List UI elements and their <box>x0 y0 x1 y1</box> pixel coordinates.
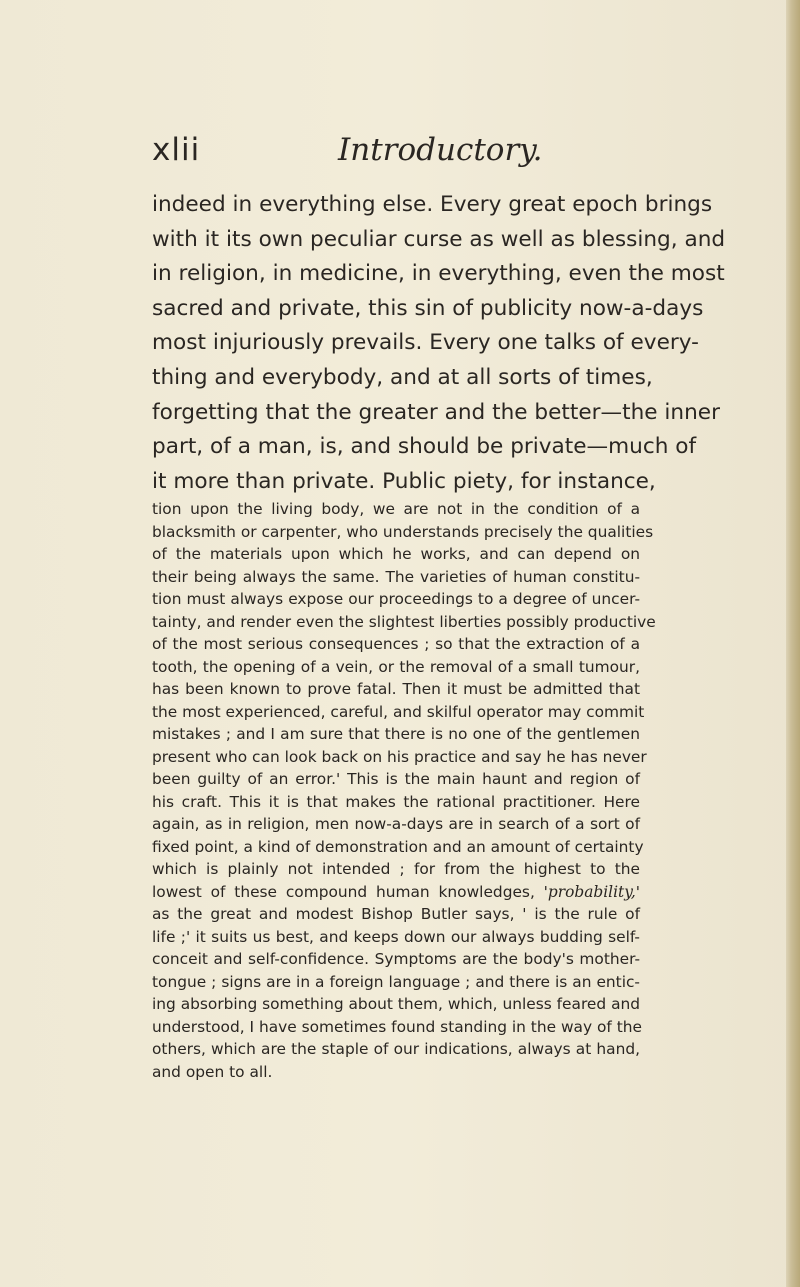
text-line: blacksmith or carpenter, who understands precisely the qualities <box>152 522 654 541</box>
text-line: conceit and self-confidence. Symptoms are the body's mother- <box>152 950 640 968</box>
page-edge <box>786 0 800 1287</box>
text-line: which is plainly not intended ; for from the highest to the <box>152 860 640 878</box>
text-line: it more than private. Public piety, for instance, <box>152 468 656 494</box>
text-line: been guilty of an error.' This is the main haunt and region of <box>152 770 640 788</box>
text-line: others, which are the staple of our indications, always at hand, <box>152 1040 640 1058</box>
text-line: has been known to prove fatal. Then it must be admitted that <box>152 680 640 698</box>
text-line: again, as in religion, men now-a-days are in search of a sort of <box>152 815 640 833</box>
text-line: fixed point, a kind of demonstration and an amount of certainty <box>152 837 644 856</box>
text-line: present who can look back on his practice and say he has never <box>152 747 647 766</box>
text-line: ing absorbing something about them, which, unless feared and <box>152 995 641 1013</box>
text-line: tongue ; signs are in a foreign language ; and there is an entic- <box>152 972 640 991</box>
text-segment: lowest of these compound human knowledges, ' <box>152 882 548 901</box>
running-title: Introductory. <box>338 132 543 168</box>
page-number: xlii <box>152 132 201 168</box>
text-line: most injuriously prevails. Every one talks of every- <box>152 330 699 356</box>
closing-quote: ' <box>635 882 640 901</box>
text-line: thing and everybody, and at all sorts of times, <box>152 364 653 390</box>
text-line: life ;' it suits us best, and keeps down our always budding self- <box>152 927 640 946</box>
text-line: with it its own peculiar curse as well as blessing, and <box>152 226 726 252</box>
text-line: the most experienced, careful, and skilful operator may commit <box>152 702 645 721</box>
text-line: their being always the same. The varieties of human constitu- <box>152 567 640 586</box>
text-line: tion must always expose our proceedings to a degree of uncer- <box>152 590 640 608</box>
text-line: his craft. This it is that makes the rational practitioner. Here <box>152 792 640 811</box>
text-line: part, of a man, is, and should be private—much of <box>152 434 697 460</box>
text-line: sacred and private, this sin of publicity now-a-days <box>152 295 704 321</box>
body-text-large <box>152 188 726 499</box>
text-line: tion upon the living body, we are not in the condition of a <box>152 500 640 518</box>
text-line: of the most serious consequences ; so that the extraction of a <box>152 635 640 653</box>
text-line: as the great and modest Bishop Butler says, ' is the rule of <box>152 905 640 923</box>
text-line: forgetting that the greater and the better—the inner <box>152 399 720 425</box>
text-line: in religion, in medicine, in everything, even the most <box>152 261 725 287</box>
text-line: mistakes ; and I am sure that there is no one of the gentlemen <box>152 725 640 743</box>
text-line-with-italic <box>152 881 640 904</box>
text-line: understood, I have sometimes found standing in the way of the <box>152 1017 642 1036</box>
body-text-quotation <box>152 498 656 1083</box>
italic-word: probability, <box>547 882 636 901</box>
text-line: of the materials upon which he works, and can depend on <box>152 545 640 563</box>
text-line: indeed in everything else. Every great epoch brings <box>152 192 713 217</box>
text-line: tooth, the opening of a vein, or the removal of a small tumour, <box>152 657 640 676</box>
text-line: tainty, and render even the slightest liberties possibly productive <box>152 612 656 631</box>
text-line: and open to all. <box>152 1062 273 1081</box>
page-header <box>152 132 672 176</box>
